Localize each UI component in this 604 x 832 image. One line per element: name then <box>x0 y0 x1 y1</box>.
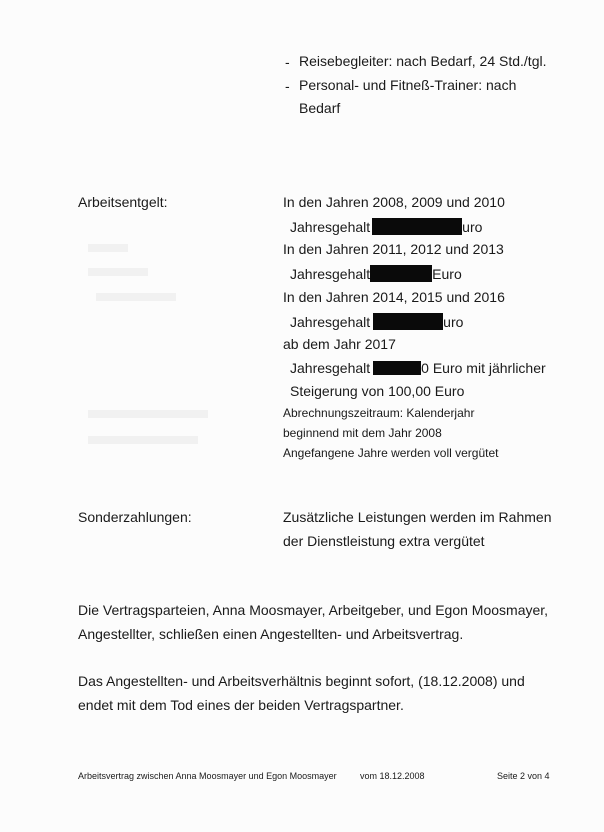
term-paragraph-line-1: Das Angestellten- und Arbeitsverhältnis beginnt sofort, (18.12.2008) und <box>78 673 525 689</box>
redaction-bar <box>373 313 443 330</box>
sonderzahlungen-line-2: der Dienstleistung extra vergütet <box>283 533 485 549</box>
salary-suffix: uro <box>462 219 483 235</box>
salary-line-2 <box>290 265 462 282</box>
bleed-through-mark <box>88 244 128 252</box>
bullet-marker: - <box>285 54 290 70</box>
redaction-bar <box>373 361 421 375</box>
parties-paragraph-line-2: Angestellter, schließen einen Angestellten- und Arbeitsvertrag. <box>78 626 464 642</box>
sonderzahlungen-label: Sonderzahlungen: <box>78 509 192 525</box>
billing-start-note: beginnend mit dem Jahr 2008 <box>283 426 442 440</box>
salary-line-4 <box>290 360 546 376</box>
salary-line-3 <box>290 313 463 330</box>
sonderzahlungen-line-1: Zusätzliche Leistungen werden im Rahmen <box>283 509 552 525</box>
bullet-trainer-continued: Bedarf <box>299 100 341 116</box>
bullet-reisebegleiter: Reisebegleiter: nach Bedarf, 24 Std./tgl. <box>299 53 547 69</box>
bleed-through-mark <box>96 293 176 301</box>
footer-contract-title: Arbeitsvertrag zwischen Anna Moosmayer und Egon Moosmayer <box>78 771 337 781</box>
footer-date: vom 18.12.2008 <box>360 771 425 781</box>
bleed-through-mark <box>88 410 208 418</box>
salary-period-2: In den Jahren 2011, 2012 und 2013 <box>283 241 504 257</box>
salary-period-3: In den Jahren 2014, 2015 und 2016 <box>283 289 505 305</box>
billing-period-note: Abrechnungszeitraum: Kalenderjahr <box>283 406 475 420</box>
arbeitsentgelt-label: Arbeitsentgelt: <box>78 194 168 210</box>
salary-suffix: 0 Euro mit jährlicher <box>421 360 546 376</box>
partial-years-note: Angefangene Jahre werden voll vergütet <box>283 446 499 460</box>
redaction-bar <box>370 265 432 282</box>
salary-suffix: uro <box>443 314 464 330</box>
salary-period-4: ab dem Jahr 2017 <box>283 336 396 352</box>
salary-prefix: Jahresgehalt <box>290 266 371 282</box>
salary-increase: Steigerung von 100,00 Euro <box>290 383 465 399</box>
salary-line-1 <box>290 218 482 235</box>
salary-prefix: Jahresgehalt <box>290 219 371 235</box>
salary-suffix: Euro <box>432 266 462 282</box>
bleed-through-mark <box>88 268 148 276</box>
salary-prefix: Jahresgehalt <box>290 314 371 330</box>
bleed-through-mark <box>88 436 198 444</box>
salary-prefix: Jahresgehalt <box>290 360 371 376</box>
bullet-trainer: Personal- und Fitneß-Trainer: nach <box>299 77 517 93</box>
salary-period-1: In den Jahren 2008, 2009 und 2010 <box>283 194 505 210</box>
footer-page-number: Seite 2 von 4 <box>497 771 550 781</box>
term-paragraph-line-2: endet mit dem Tod eines der beiden Vertragspartner. <box>78 697 404 713</box>
redaction-bar <box>372 218 462 235</box>
parties-paragraph-line-1: Die Vertragsparteien, Anna Moosmayer, Arbeitgeber, und Egon Moosmayer, <box>78 602 549 618</box>
bullet-marker: - <box>285 78 290 94</box>
